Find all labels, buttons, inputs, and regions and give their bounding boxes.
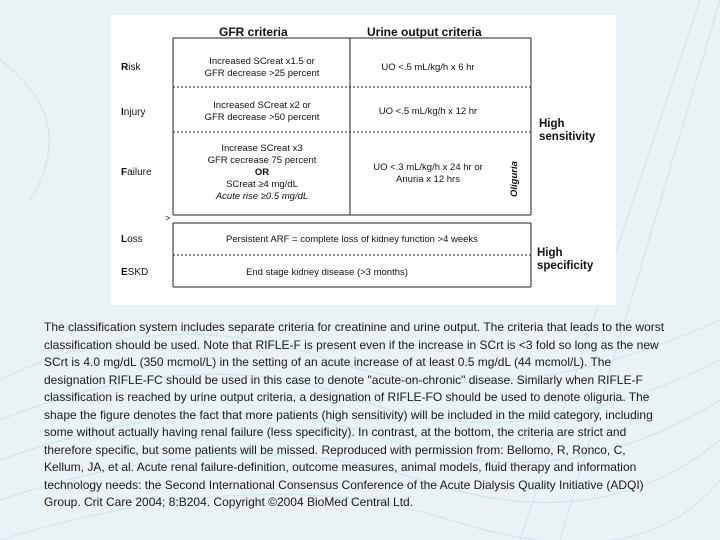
row-label-risk: Risk (121, 62, 141, 73)
failure-uo-criteria: UO <.3 mL/kg/h x 24 hr or Anuria x 12 hrs (373, 162, 483, 185)
injury-uo-criteria: UO <.5 mL/kg/h x 12 hr (378, 106, 478, 117)
row-label-failure: Failure (121, 167, 152, 178)
urine-criteria-header: Urine output criteria (367, 25, 482, 39)
oliguria-label: Oliguria (509, 161, 520, 197)
injury-gfr-criteria: Increased SCreat x2 or GFR decrease >50 percent (204, 100, 320, 123)
eskd-criteria: End stage kidney disease (>3 months) (246, 267, 408, 278)
rifle-diagram (111, 15, 616, 305)
threshold-marker: > (165, 213, 171, 223)
caption-text: The classification system includes separate criteria for creatinine and urine output. The criteria that leads to the worst classification should be used. Note that RIFLE-F is present even if the increase in SCrt is <3 fold so long as the new SCrt is 4.0 mg/dL (350 mcmol/L) in the setting of an acute increase of at least 0.5 mg/dL (44 mcmol/L). The designation RIFLE-FC should be used in this case to denote "acute-on-chronic" disease. Similarly when RIFLE-F classification is reached by urine output criteria, a designation of RIFLE-FO should be used to denote oliguria. The shape the figure denotes the fact that more patients (high sensitivity) will be included in the mild category, including some without actually having renal failure (less specificity). In contrast, at the bottom, the criteria are strict and therefore specific, but some patients will be missed. Reproduced with permission from: Bellomo, R, Ronco, C, Kellum, JA, et al. Acute renal failure-definition, outcome measures, animal models, fluid therapy and information technology needs: the Second International Consensus Conference of the Acute Dialysis Quality Initiative (ADQI) Group. Crit Care 2004; 8:B204. Copyright ©2004 BioMed Central Ltd. (44, 320, 665, 509)
loss-criteria: Persistent ARF = complete loss of kidney function >4 weeks (226, 234, 478, 245)
risk-gfr-criteria: Increased SCreat x1.5 or GFR decrease >25 percent (204, 56, 320, 79)
high-specificity-label: High specificity (537, 247, 594, 272)
failure-gfr-criteria: Increase SCreat x3 GFR cecrease 75 percent OR SCreat ≥4 mg/dL Acute rise ≥0.5 mg/dL (207, 143, 317, 202)
gfr-criteria-header: GFR criteria (219, 25, 288, 39)
risk-uo-criteria: UO <.5 mL/kg/h x 6 hr (381, 62, 475, 73)
row-label-injury: Injury (121, 107, 146, 118)
row-label-loss: Loss (121, 234, 143, 245)
row-label-eskd: ESKD (121, 267, 149, 278)
high-sensitivity-label: High sensitivity (539, 118, 596, 143)
